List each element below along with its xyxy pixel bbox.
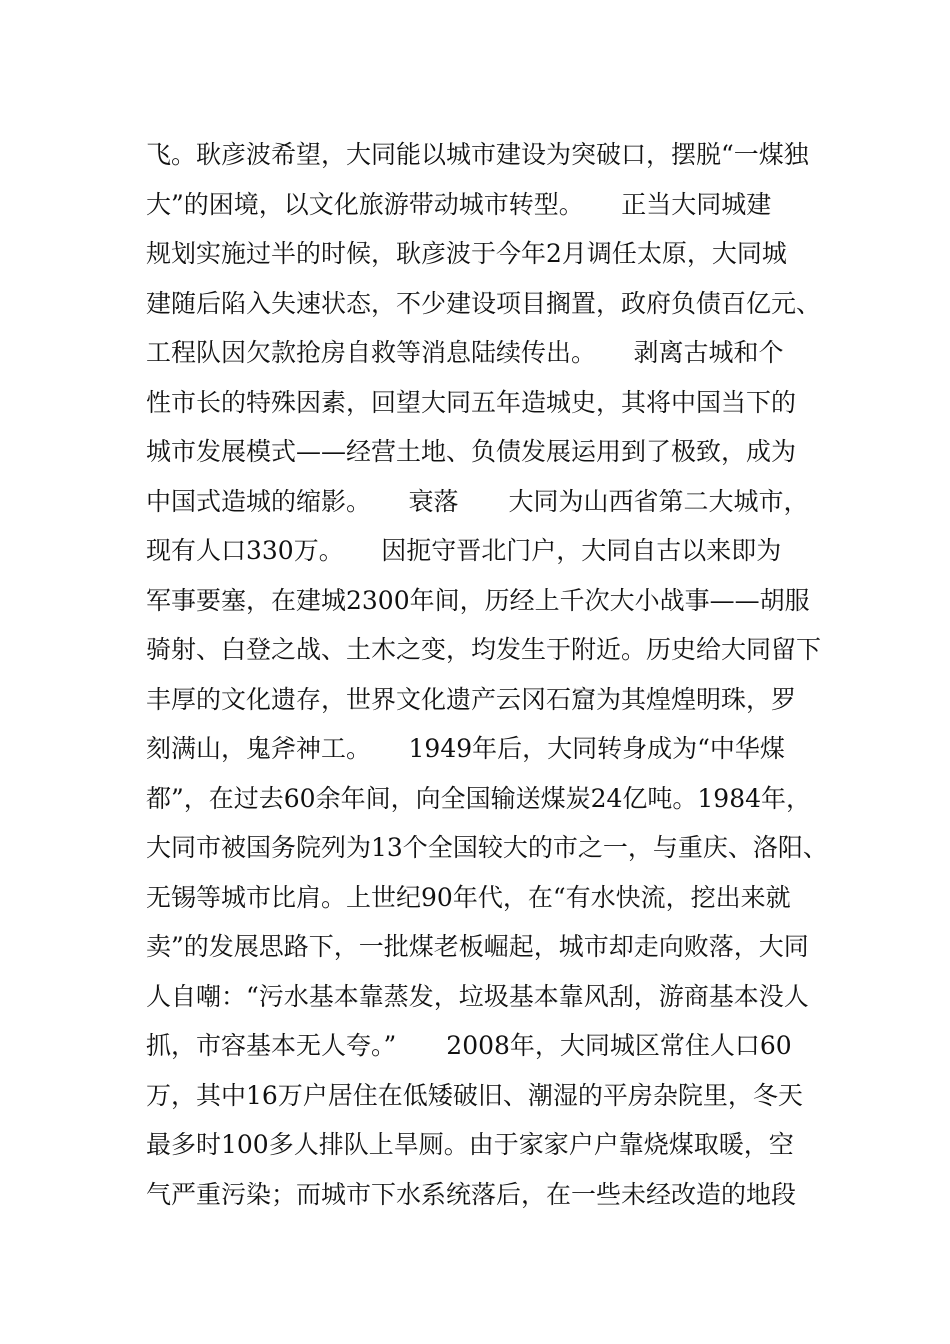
text-line: 万，其中16万户居住在低矮破旧、潮湿的平房杂院里，冬天 bbox=[146, 1080, 803, 1110]
text-line: 城市发展模式——经营土地、负债发展运用到了极致，成为 bbox=[146, 437, 797, 466]
text-line: 气严重污染；而城市下水系统落后，在一些未经改造的地段 bbox=[146, 1179, 797, 1209]
text-line: 大同市被国务院列为13个全国较大的市之一，与重庆、洛阳、 bbox=[146, 833, 828, 862]
text-line: 工程队因欠款抢房自救等消息陆续传出。 剥离古城和个 bbox=[146, 338, 784, 367]
text-line: 性市长的特殊因素，回望大同五年造城史，其将中国当下的 bbox=[146, 387, 797, 417]
text-line: 飞。耿彦波希望，大同能以城市建设为突破口，摆脱“一煤独 bbox=[146, 140, 809, 169]
body-text bbox=[146, 130, 828, 1219]
text-line: 中国式造城的缩影。 衰落 大同为山西省第二大城市， bbox=[146, 486, 809, 516]
text-line: 骑射、白登之战、土木之变，均发生于附近。历史给大同留下 bbox=[146, 635, 822, 664]
text-line: 丰厚的文化遗存，世界文化遗产云冈石窟为其煌煌明珠，罗 bbox=[146, 684, 797, 714]
text-line: 军事要塞，在建城2300年间，历经上千次大小战事——胡服 bbox=[146, 585, 810, 615]
text-line: 大”的困境，以文化旅游带动城市转型。 正当大同城建 bbox=[146, 189, 772, 219]
text-line: 都”，在过去60余年间，向全国输送煤炭24亿吨。1984年， bbox=[146, 783, 812, 813]
text-line: 刻满山，鬼斧神工。 1949年后，大同转身成为“中华煤 bbox=[146, 734, 785, 763]
text-line: 卖”的发展思路下，一批煤老板崛起，城市却走向败落，大同 bbox=[146, 932, 809, 961]
text-line: 规划实施过半的时候，耿彦波于今年2月调任太原，大同城 bbox=[146, 239, 787, 268]
text-line: 建随后陷入失速状态，不少建设项目搁置，政府负债百亿元、 bbox=[146, 288, 822, 318]
text-line: 现有人口330万。 因扼守晋北门户，大同自古以来即为 bbox=[146, 536, 782, 565]
text-line: 最多时100多人排队上旱厕。由于家家户户靠烧煤取暖，空 bbox=[146, 1130, 794, 1159]
text-line: 抓，市容基本无人夸。” 2008年，大同城区常住人口60 bbox=[146, 1031, 792, 1060]
text-line: 无锡等城市比肩。上世纪90年代，在“有水快流，挖出来就 bbox=[146, 882, 791, 912]
text-line: 人自嘲：“污水基本靠蒸发，垃圾基本靠风刮，游商基本没人 bbox=[146, 981, 809, 1011]
